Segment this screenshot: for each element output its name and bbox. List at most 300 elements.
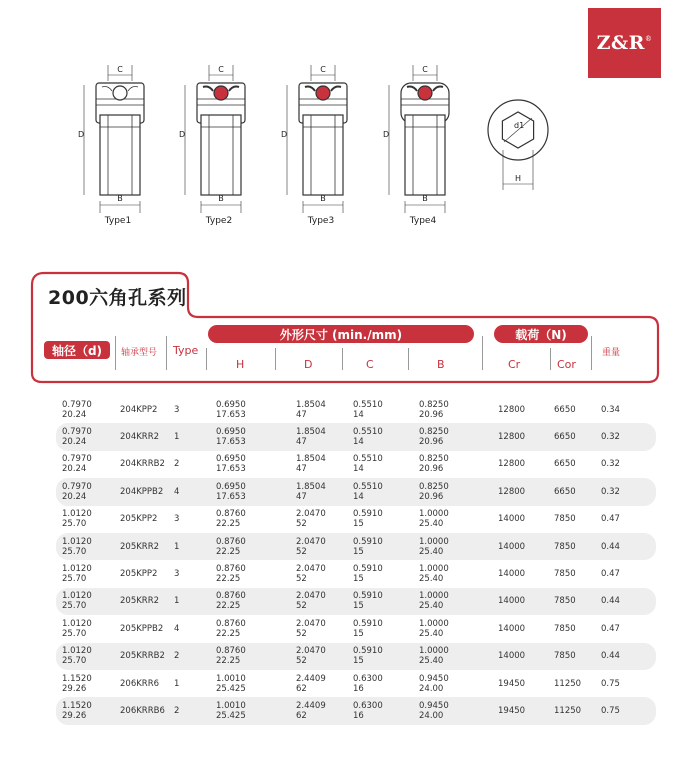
cell-dim-h-value: 0.8760 [216, 591, 246, 602]
cell-weight [601, 615, 620, 642]
cell-dim-c [353, 423, 383, 450]
cell-dim-b-value: 1.0000 [419, 536, 449, 547]
cell-dim-h-value: 0.8760 [216, 536, 246, 547]
dim-c-label: C [218, 65, 224, 74]
cell-dim-b-value: 25.40 [419, 574, 444, 585]
cell-shaft-diameter [62, 506, 92, 533]
cell-bearing-model [120, 588, 159, 615]
type-header: Type [173, 344, 199, 357]
cell-shaft-diameter [62, 588, 92, 615]
table-row [56, 560, 656, 587]
cell-shaft-diameter-value: 1.0120 [62, 591, 92, 602]
cell-dim-c-value: 0.5910 [353, 591, 383, 602]
cell-type [174, 506, 179, 533]
cell-dim-c [353, 478, 383, 505]
cell-dim-h-value: 25.425 [216, 710, 246, 721]
cell-dim-c-value: 0.6300 [353, 673, 383, 684]
cell-dim-c-value: 15 [353, 546, 364, 557]
col-b-header: B [437, 358, 445, 371]
cell-shaft-diameter-value: 29.26 [62, 683, 87, 694]
cell-weight [601, 560, 620, 587]
dim-b-label: B [218, 194, 224, 203]
cell-dim-b-value: 20.96 [419, 437, 444, 448]
cell-load-cr [498, 423, 525, 450]
cell-load-cor-value: 11250 [554, 705, 582, 716]
cell-shaft-diameter [62, 533, 92, 560]
section-title: 200六角孔系列 [48, 287, 187, 309]
cell-dim-b [419, 615, 449, 642]
dim-b-label: B [422, 194, 428, 203]
cell-load-cr-value: 14000 [498, 623, 526, 634]
cell-dim-c-value: 15 [353, 656, 364, 667]
header-divider [482, 336, 483, 370]
dim-c-label: C [320, 65, 326, 74]
cell-type-value: 2 [174, 459, 180, 470]
cell-dim-d-value: 1.8504 [296, 399, 326, 410]
col-d-header: D [304, 358, 313, 371]
cell-load-cr-value: 14000 [498, 596, 526, 607]
dim-b-label: B [320, 194, 326, 203]
cell-dim-h [216, 396, 246, 423]
cell-dim-b-value: 1.0000 [419, 509, 449, 520]
brand-logo-text: Z&R [596, 32, 645, 54]
dim-d1-label: d1 [514, 121, 525, 130]
cell-dim-c-value: 0.5910 [353, 564, 383, 575]
cell-dim-c-value: 14 [353, 409, 364, 420]
cell-bearing-model-value: 204KRR2 [120, 432, 160, 443]
cell-shaft-diameter-value: 25.70 [62, 628, 87, 639]
cell-dim-d-value: 62 [296, 683, 307, 694]
cell-shaft-diameter [62, 643, 92, 670]
cell-dim-b-value: 1.0000 [419, 646, 449, 657]
table-row [56, 588, 656, 615]
cell-load-cr-value: 12800 [498, 486, 526, 497]
cell-load-cr [498, 506, 525, 533]
cell-shaft-diameter-value: 0.7970 [62, 481, 92, 492]
cell-dim-b-value: 24.00 [419, 683, 444, 694]
cell-type [174, 670, 179, 697]
cell-weight [601, 423, 620, 450]
table-row [56, 396, 656, 423]
cell-dim-h-value: 0.8760 [216, 564, 246, 575]
cell-weight-value: 0.47 [601, 514, 620, 525]
cell-shaft-diameter-value: 0.7970 [62, 454, 92, 465]
cell-dim-d [296, 697, 326, 724]
cell-weight-value: 0.32 [601, 432, 620, 443]
header-divider [166, 336, 167, 370]
bearing-diagram-type3 [281, 55, 371, 215]
cell-weight-value: 0.44 [601, 651, 620, 662]
cell-dim-c-value: 0.5510 [353, 399, 383, 410]
cell-shaft-diameter [62, 670, 92, 697]
cell-weight [601, 451, 620, 478]
cell-shaft-diameter-value: 25.70 [62, 546, 87, 557]
cell-load-cr [498, 588, 525, 615]
cell-dim-d-value: 47 [296, 491, 307, 502]
cell-shaft-diameter [62, 478, 92, 505]
cell-dim-b-value: 0.8250 [419, 454, 449, 465]
cell-dim-h-value: 22.25 [216, 574, 241, 585]
cell-bearing-model [120, 643, 165, 670]
cell-dim-h-value: 17.653 [216, 464, 246, 475]
cell-dim-d-value: 47 [296, 409, 307, 420]
cell-load-cor-value: 6650 [554, 459, 576, 470]
cell-shaft-diameter-value: 1.0120 [62, 536, 92, 547]
table-row [56, 643, 656, 670]
cell-dim-h-value: 17.653 [216, 491, 246, 502]
cell-dim-c [353, 451, 383, 478]
cell-type-value: 2 [174, 705, 180, 716]
dim-d-label: D [179, 130, 186, 139]
cell-bearing-model-value: 205KPP2 [120, 514, 158, 525]
cell-dim-b-value: 0.9450 [419, 700, 449, 711]
cell-dim-d [296, 643, 326, 670]
cell-weight [601, 478, 620, 505]
cell-shaft-diameter [62, 615, 92, 642]
dim-c-label: C [117, 65, 123, 74]
cell-dim-h [216, 533, 246, 560]
cell-type-value: 1 [174, 678, 180, 689]
cell-dim-h-value: 25.425 [216, 683, 246, 694]
dim-d-label: D [383, 130, 390, 139]
cell-type [174, 423, 179, 450]
cell-dim-c-value: 0.5910 [353, 646, 383, 657]
cell-dim-c [353, 506, 383, 533]
cell-dim-h [216, 697, 246, 724]
cell-load-cor-value: 6650 [554, 432, 576, 443]
cell-load-cor [554, 697, 581, 724]
cell-bearing-model-value: 204KRRB2 [120, 459, 165, 470]
cell-dim-c-value: 14 [353, 437, 364, 448]
cell-dim-h-value: 1.0010 [216, 673, 246, 684]
cell-load-cor-value: 6650 [554, 404, 576, 415]
cell-dim-c-value: 15 [353, 601, 364, 612]
table-row [56, 533, 656, 560]
cell-bearing-model-value: 204KPP2 [120, 404, 158, 415]
cell-shaft-diameter-value: 29.26 [62, 710, 87, 721]
cell-dim-c [353, 396, 383, 423]
cell-dim-h-value: 0.6950 [216, 399, 246, 410]
cell-dim-h-value: 0.8760 [216, 646, 246, 657]
cell-shaft-diameter-value: 1.1520 [62, 700, 92, 711]
cell-dim-c-value: 15 [353, 574, 364, 585]
cell-dim-b [419, 478, 449, 505]
cell-load-cor [554, 533, 576, 560]
cell-load-cr [498, 451, 525, 478]
cell-dim-b-value: 25.40 [419, 656, 444, 667]
header-divider [206, 348, 207, 370]
cell-weight [601, 506, 620, 533]
cell-dim-d-value: 2.0470 [296, 536, 326, 547]
cell-load-cr [498, 670, 525, 697]
cell-shaft-diameter-value: 1.1520 [62, 673, 92, 684]
cell-dim-b [419, 451, 449, 478]
cell-dim-h-value: 22.25 [216, 519, 241, 530]
cell-dim-b-value: 25.40 [419, 628, 444, 639]
cell-type [174, 560, 179, 587]
cell-dim-c-value: 16 [353, 710, 364, 721]
cell-dim-b [419, 643, 449, 670]
cell-bearing-model [120, 560, 157, 587]
cell-dim-b [419, 588, 449, 615]
cell-bearing-model [120, 615, 163, 642]
cell-dim-d-value: 52 [296, 546, 307, 557]
cell-dim-h [216, 451, 246, 478]
diagram-label-type2: Type2 [205, 216, 233, 226]
cell-dim-b [419, 560, 449, 587]
cell-dim-c [353, 643, 383, 670]
cell-shaft-diameter-value: 25.70 [62, 574, 87, 585]
cell-dim-b-value: 20.96 [419, 464, 444, 475]
cell-dim-h-value: 1.0010 [216, 700, 246, 711]
cell-load-cr [498, 560, 525, 587]
cell-type [174, 451, 179, 478]
cell-type-value: 3 [174, 514, 180, 525]
cell-dim-h-value: 22.25 [216, 546, 241, 557]
cell-shaft-diameter-value: 0.7970 [62, 399, 92, 410]
cell-load-cor-value: 6650 [554, 486, 576, 497]
cell-dim-c [353, 615, 383, 642]
cell-dim-d-value: 52 [296, 574, 307, 585]
cell-dim-d-value: 1.8504 [296, 427, 326, 438]
cell-load-cr [498, 697, 525, 724]
cell-dim-d-value: 52 [296, 628, 307, 639]
cell-dim-c-value: 16 [353, 683, 364, 694]
cell-shaft-diameter-value: 20.24 [62, 491, 87, 502]
cell-dim-b-value: 0.8250 [419, 399, 449, 410]
cell-type [174, 615, 179, 642]
cell-shaft-diameter [62, 396, 92, 423]
cell-dim-h-value: 0.6950 [216, 427, 246, 438]
cell-load-cr-value: 14000 [498, 514, 526, 525]
cell-bearing-model-value: 205KPP2 [120, 569, 158, 580]
col-cr-header: Cr [508, 358, 521, 371]
cell-dim-d [296, 506, 326, 533]
cell-dim-h-value: 0.6950 [216, 481, 246, 492]
cell-dim-b-value: 0.8250 [419, 427, 449, 438]
cell-weight-value: 0.44 [601, 541, 620, 552]
header-divider [591, 336, 592, 370]
cell-load-cor [554, 506, 576, 533]
table-row [56, 670, 656, 697]
cell-dim-b [419, 423, 449, 450]
cell-dim-d-value: 2.0470 [296, 591, 326, 602]
header-divider [115, 336, 116, 370]
cell-weight [601, 588, 620, 615]
cell-load-cr-value: 12800 [498, 404, 526, 415]
cell-dim-c-value: 15 [353, 628, 364, 639]
cell-weight-value: 0.32 [601, 486, 620, 497]
cell-load-cor [554, 670, 581, 697]
cell-weight [601, 697, 620, 724]
table-row [56, 615, 656, 642]
cell-dim-b-value: 0.9450 [419, 673, 449, 684]
cell-dim-c [353, 588, 383, 615]
cell-dim-h [216, 643, 246, 670]
cell-type [174, 396, 179, 423]
dim-c-label: C [422, 65, 428, 74]
cell-load-cor-value: 7850 [554, 514, 576, 525]
cell-type [174, 643, 179, 670]
cell-type [174, 533, 179, 560]
cell-load-cr-value: 19450 [498, 678, 526, 689]
header-divider [275, 348, 276, 370]
diagram-label-type3: Type3 [307, 216, 335, 226]
cell-dim-h [216, 560, 246, 587]
cell-load-cor [554, 560, 576, 587]
cell-shaft-diameter-value: 20.24 [62, 464, 87, 475]
dim-d-label: D [281, 130, 288, 139]
cell-dim-b-value: 1.0000 [419, 618, 449, 629]
cell-weight [601, 533, 620, 560]
dim-b-label: B [117, 194, 123, 203]
cell-dim-c [353, 697, 383, 724]
cell-dim-d [296, 478, 326, 505]
cell-dim-b-value: 20.96 [419, 409, 444, 420]
dimensions-group-header: 外形尺寸 (min./mm) [208, 325, 474, 343]
bearing-diagram-type2 [179, 55, 269, 215]
dim-h-label: H [514, 174, 522, 183]
cell-dim-d [296, 396, 326, 423]
cell-dim-d-value: 2.0470 [296, 564, 326, 575]
cell-dim-h-value: 22.25 [216, 656, 241, 667]
cell-dim-d [296, 588, 326, 615]
cell-dim-d-value: 52 [296, 601, 307, 612]
cell-bearing-model [120, 423, 159, 450]
cell-weight-value: 0.34 [601, 404, 620, 415]
shaft-diameter-header: 轴径（d) [44, 341, 110, 359]
cell-dim-d-value: 2.0470 [296, 646, 326, 657]
diagram-label-type4: Type4 [409, 216, 437, 226]
cell-load-cr-value: 12800 [498, 459, 526, 470]
cell-dim-c-value: 14 [353, 491, 364, 502]
cell-dim-d-value: 2.0470 [296, 509, 326, 520]
cell-dim-h [216, 478, 246, 505]
cell-dim-b [419, 533, 449, 560]
cell-dim-b-value: 25.40 [419, 519, 444, 530]
cell-dim-c-value: 0.5510 [353, 481, 383, 492]
cell-dim-c [353, 533, 383, 560]
col-h-header: H [236, 358, 245, 371]
header-divider [550, 348, 551, 370]
cell-shaft-diameter-value: 25.70 [62, 519, 87, 530]
cell-dim-c-value: 14 [353, 464, 364, 475]
cell-type-value: 1 [174, 541, 180, 552]
cell-type-value: 4 [174, 486, 180, 497]
cell-load-cor [554, 451, 576, 478]
cell-shaft-diameter-value: 0.7970 [62, 427, 92, 438]
cell-shaft-diameter-value: 20.24 [62, 409, 87, 420]
cell-weight-value: 0.47 [601, 623, 620, 634]
header-divider [408, 348, 409, 370]
cell-dim-c-value: 0.5510 [353, 454, 383, 465]
cell-load-cor [554, 643, 576, 670]
cell-dim-c-value: 0.6300 [353, 700, 383, 711]
col-c-header: C [366, 358, 374, 371]
cell-dim-c-value: 0.5510 [353, 427, 383, 438]
cell-dim-b-value: 0.8250 [419, 481, 449, 492]
cell-load-cor [554, 615, 576, 642]
cell-dim-h-value: 17.653 [216, 409, 246, 420]
cell-type-value: 2 [174, 651, 180, 662]
cell-weight [601, 643, 620, 670]
cell-dim-d-value: 2.0470 [296, 618, 326, 629]
cell-dim-c-value: 15 [353, 519, 364, 530]
cell-weight-value: 0.75 [601, 678, 620, 689]
cell-type [174, 588, 179, 615]
cell-load-cor-value: 7850 [554, 596, 576, 607]
cell-shaft-diameter-value: 25.70 [62, 656, 87, 667]
cell-load-cr [498, 643, 525, 670]
cell-dim-b [419, 697, 449, 724]
cell-dim-b [419, 396, 449, 423]
cell-shaft-diameter [62, 560, 92, 587]
cell-shaft-diameter-value: 25.70 [62, 601, 87, 612]
cell-type-value: 3 [174, 404, 180, 415]
cell-dim-h-value: 0.8760 [216, 509, 246, 520]
cell-type-value: 3 [174, 569, 180, 580]
cell-weight [601, 670, 620, 697]
cell-shaft-diameter [62, 697, 92, 724]
cell-bearing-model-value: 205KRR2 [120, 541, 160, 552]
cell-load-cr-value: 14000 [498, 569, 526, 580]
cell-load-cor-value: 11250 [554, 678, 582, 689]
cell-dim-d-value: 52 [296, 519, 307, 530]
cell-shaft-diameter-value: 1.0120 [62, 646, 92, 657]
diagram-label-type1: Type1 [104, 216, 132, 226]
bearing-model-header: 轴承型号 [121, 348, 158, 358]
cell-dim-b-value: 25.40 [419, 546, 444, 557]
cell-type-value: 1 [174, 432, 180, 443]
cell-dim-d [296, 560, 326, 587]
cell-load-cor [554, 423, 576, 450]
cell-bearing-model-value: 205KRR2 [120, 596, 160, 607]
cell-bearing-model [120, 396, 157, 423]
cell-dim-h [216, 615, 246, 642]
cell-weight [601, 396, 620, 423]
table-row [56, 451, 656, 478]
cell-load-cr [498, 396, 525, 423]
cell-dim-d-value: 1.8504 [296, 481, 326, 492]
cell-bearing-model [120, 533, 159, 560]
registered-mark: ® [644, 35, 653, 43]
cell-dim-b-value: 25.40 [419, 601, 444, 612]
cell-shaft-diameter-value: 20.24 [62, 437, 87, 448]
cell-dim-h-value: 22.25 [216, 628, 241, 639]
cell-load-cr-value: 12800 [498, 432, 526, 443]
cell-bearing-model [120, 506, 157, 533]
cell-weight-value: 0.44 [601, 596, 620, 607]
cell-dim-d [296, 670, 326, 697]
cell-shaft-diameter [62, 423, 92, 450]
cell-load-cr-value: 19450 [498, 705, 526, 716]
cell-bearing-model [120, 670, 159, 697]
hex-bore-diagram [478, 55, 568, 205]
cell-dim-h [216, 670, 246, 697]
cell-dim-h-value: 17.653 [216, 437, 246, 448]
cell-dim-d-value: 52 [296, 656, 307, 667]
cell-type [174, 478, 179, 505]
cell-dim-c [353, 670, 383, 697]
cell-load-cr-value: 14000 [498, 541, 526, 552]
col-cor-header: Cor [557, 358, 576, 371]
load-group-header: 载荷（N) [494, 325, 588, 343]
cell-dim-b-value: 20.96 [419, 491, 444, 502]
cell-bearing-model [120, 697, 165, 724]
header-divider [342, 348, 343, 370]
cell-dim-c [353, 560, 383, 587]
cell-bearing-model-value: 204KPPB2 [120, 486, 164, 497]
